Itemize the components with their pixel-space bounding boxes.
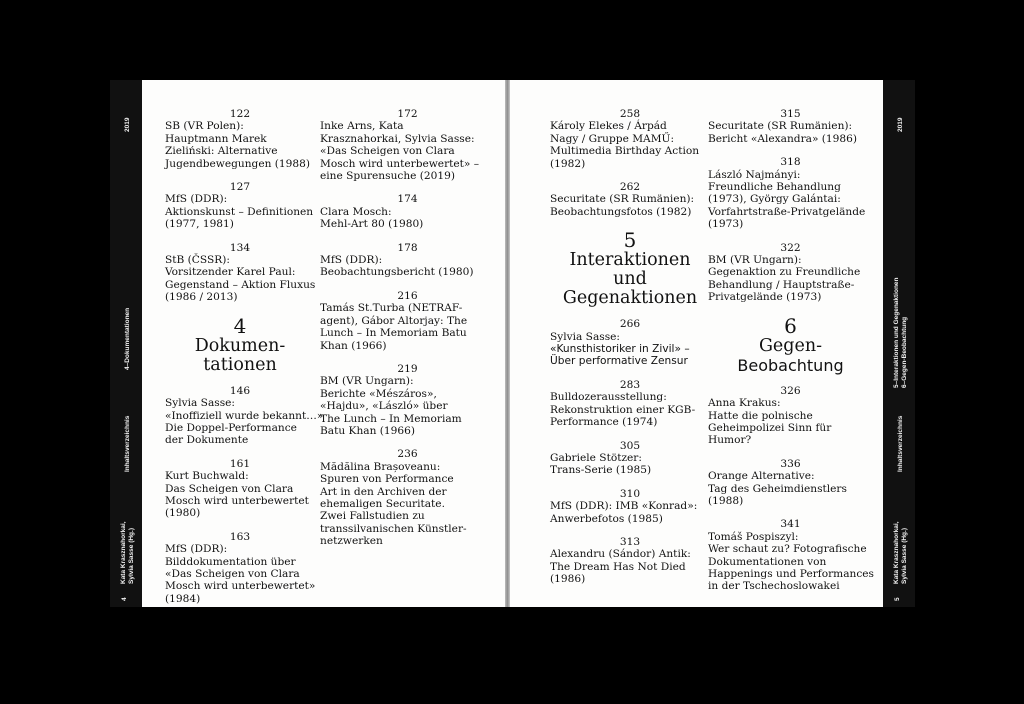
toc-entry (320, 448, 495, 547)
section-title-line: Dokumen- (194, 335, 286, 356)
toc-entry-line: Krasznahorkai, Sylvia Sasse: (320, 132, 475, 145)
toc-entry-line: The Lunch – In Memoriam (320, 412, 462, 425)
toc-entry-line: László Najmányi: (708, 168, 801, 181)
toc-entry-line: MfS (DDR): (165, 193, 228, 206)
toc-entry-line: (1988) (708, 494, 744, 507)
toc-entry-line: Alexandru (Sándor) Antik: (550, 548, 691, 561)
toc-entry-line: Zieliński: Alternative (165, 145, 278, 158)
toc-page-number: 341 (780, 518, 801, 531)
toc-entry-line: Freundliche Behandlung (708, 181, 841, 194)
toc-entry-line: Spuren von Performance (320, 473, 454, 486)
toc-entry (708, 156, 873, 230)
toc-entry-line: Nagy / Gruppe MAMŰ: (550, 132, 675, 145)
toc-entry-line: Privatgelände (1973) (708, 291, 822, 304)
toc-page-number: 178 (397, 241, 418, 254)
toc-entry (708, 108, 873, 145)
toc-entry-line: Gegenaktion zu Freundliche (708, 266, 861, 279)
section-number: 5 (623, 228, 637, 253)
toc-entry-line: «Hajdu», «László» über (320, 400, 448, 413)
toc-page-number: 134 (229, 241, 251, 254)
toc-page-number: 161 (229, 457, 251, 470)
toc-entry-line: (1977, 1981) (165, 218, 234, 231)
toc-entry-line: Batu Khan (1966) (320, 424, 416, 437)
section-heading-4 (165, 315, 315, 375)
toc-entry (550, 108, 710, 170)
section-heading-6 (708, 315, 873, 375)
toc-entry-line: Dokumentationen von (708, 555, 827, 568)
toc-entry (708, 242, 873, 304)
right-editors-line-2: Sylvia Sasse (Hg.) (901, 528, 908, 584)
left-year: 2019 (124, 117, 131, 132)
toc-entry-line: (1986 / 2013) (165, 291, 238, 304)
toc-entry-line: agent), Gábor Altorjay: The (320, 314, 468, 327)
right-editors-line-1: Kata Krasznahorkai, (893, 521, 900, 584)
toc-page-number: 315 (780, 108, 801, 120)
toc-entry (320, 290, 495, 352)
toc-entry (165, 458, 315, 520)
toc-page-number: 172 (397, 108, 418, 120)
toc-entry-line: Inke Arns, Kata (320, 120, 404, 133)
toc-entry-line: (1973) (708, 218, 744, 231)
toc-entry-line: Rekonstruktion einer KGB- (550, 403, 696, 416)
book-spread (110, 80, 915, 607)
toc-entry-line: MfS (DDR): (320, 254, 383, 267)
toc-column-4 (708, 108, 873, 604)
toc-column-2 (320, 108, 495, 559)
toc-entry-line: Mehl-Art 80 (1980) (320, 218, 424, 231)
toc-page-number: 326 (780, 384, 801, 397)
right-chapter-label-2: 6–Gegen-Beobachtung (901, 316, 908, 388)
toc-entry-line: Beobachtungsbericht (1980) (320, 266, 474, 279)
toc-entry-line: «Inoffiziell wurde bekannt…» (165, 409, 324, 422)
toc-page-number: 266 (619, 318, 641, 331)
toc-page-number: 236 (397, 448, 418, 461)
toc-entry-line: Bulldozerausstellung: (550, 391, 667, 404)
toc-entry-line: Tag des Geheimdienstlers (708, 482, 847, 495)
toc-entry-line: Performance (1974) (550, 416, 658, 429)
toc-page-number: 163 (229, 530, 251, 543)
left-editors-line-2: Sylvia Sasse (Hg.) (128, 528, 135, 584)
toc-page-number: 336 (780, 457, 801, 470)
toc-entry-line: Kurt Buchwald: (165, 470, 249, 483)
toc-entry-line: Anwerbefotos (1985) (550, 512, 663, 525)
toc-entry-line: Zwei Fallstudien zu (320, 510, 425, 523)
toc-entry-line: Trans-Serie (1985) (550, 464, 652, 477)
toc-entry-line: BM (VR Ungarn): (708, 254, 802, 267)
left-editors-line-1: Kata Krasznahorkai, (120, 521, 127, 584)
toc-entry-line: Berichte «Mészáros», (320, 387, 437, 400)
toc-entry-line: in der Tschechoslowakei (708, 580, 840, 593)
toc-entry-line: Orange Alternative: (708, 470, 815, 483)
toc-entry-line: MfS (DDR): (165, 543, 228, 556)
toc-page-number: 174 (397, 193, 418, 206)
toc-entry-line: Das Scheigen von Clara (165, 482, 294, 495)
toc-entry-line: Die Doppel-Performance (165, 421, 297, 434)
toc-entry-line: «Das Scheigen von Clara (320, 145, 455, 158)
toc-page-number: 216 (397, 289, 418, 302)
right-page (510, 80, 883, 607)
toc-entry-line: Securitate (SR Rumänien): (708, 120, 853, 133)
toc-page-number: 305 (619, 439, 641, 452)
toc-entry (550, 536, 710, 586)
toc-entry-line: Clara Mosch: (320, 205, 392, 218)
toc-entry-line: Mosch wird unterbewertet» (165, 580, 316, 593)
toc-entry-line: Securitate (SR Rumänien): (550, 193, 695, 206)
toc-entry-line: (1984) (165, 592, 201, 605)
toc-entry (708, 458, 873, 508)
toc-entry-line: BM (VR Ungarn): (320, 375, 414, 388)
toc-entry-line: Mosch wird unterbewertet (165, 494, 309, 507)
toc-entry-line: Geheimpolizei Sinn für (708, 421, 832, 434)
toc-entry-line: ehemaligen Securitate. (320, 497, 445, 510)
toc-entry-line: Hatte die polnische (708, 409, 813, 422)
toc-entry-line: Sylvia Sasse: (550, 330, 620, 343)
toc-entry-line: Tamás St.Turba (NETRAF- (320, 302, 463, 315)
toc-page-number: 262 (619, 181, 641, 194)
toc-entry-line: netzwerken (320, 535, 383, 548)
toc-entry-line: Wer schaut zu? Fotografische (708, 543, 867, 556)
toc-page-number: 127 (229, 181, 251, 194)
toc-entry-line: Hauptmann Marek (165, 132, 267, 145)
right-year: 2019 (897, 117, 904, 132)
toc-entry-line: Multimedia Birthday Action (550, 145, 700, 158)
toc-entry-line: Khan (1966) (320, 339, 387, 352)
left-chapter-label: 4–Dokumentationen (124, 307, 131, 370)
toc-entry-line: Humor? (708, 434, 752, 447)
toc-entry-line: Gegenstand – Aktion Fluxus (165, 278, 316, 291)
toc-entry (320, 193, 495, 230)
toc-entry-line: (1982) (550, 157, 586, 170)
toc-entry (165, 242, 315, 304)
toc-entry-line: Jugendbewegungen (1988) (165, 157, 311, 170)
section-title-line: und (613, 269, 647, 290)
right-section-label: Inhaltsverzeichnis (897, 415, 904, 472)
toc-entry-line: Mădălina Brașoveanu: (320, 460, 441, 473)
toc-entry-line: Behandlung / Hauptstraße- (708, 278, 855, 291)
toc-page-number: 322 (780, 241, 801, 254)
section-number: 6 (784, 313, 797, 338)
section-title-line: Gegen- (758, 335, 823, 356)
toc-entry-line: Aktionskunst – Definitionen (165, 205, 314, 218)
toc-page-number: 310 (619, 487, 641, 500)
toc-entry (165, 384, 324, 447)
toc-entry-line: The Dream Has Not Died (550, 560, 686, 573)
left-page-edge-strip (110, 80, 142, 607)
toc-entry-line: Bericht «Alexandra» (1986) (708, 132, 858, 145)
toc-page-number: 146 (229, 384, 251, 397)
section-heading-5 (550, 229, 710, 308)
toc-page-number: 318 (780, 156, 801, 169)
toc-entry-line: Sylvia Sasse: (165, 397, 235, 410)
toc-entry-line: SB (VR Polen): (165, 120, 244, 133)
section-title-line: Interaktionen (569, 250, 691, 271)
toc-entry-line: (1973), György Galántai: (708, 193, 841, 206)
toc-entry-line: (1980) (165, 507, 201, 520)
toc-entry (550, 181, 710, 218)
toc-entry-line: MfS (DDR): IMB «Konrad»: (550, 500, 698, 513)
toc-entry (320, 108, 495, 182)
toc-entry-line: eine Spurensuche (2019) (320, 170, 456, 183)
toc-column-1 (165, 108, 324, 616)
toc-entry (165, 181, 315, 231)
toc-entry-line: Lunch – In Memoriam Batu (320, 327, 467, 340)
toc-entry-line: Beobachtungsfotos (1982) (550, 205, 692, 218)
toc-page-number: 122 (229, 108, 251, 120)
right-page-number: 5 (894, 597, 901, 601)
toc-entry (708, 385, 873, 447)
toc-entry-line: Bilddokumentation über (165, 555, 296, 568)
toc-page-number: 258 (619, 108, 641, 120)
toc-entry-line: StB (ČSSR): (165, 254, 230, 267)
toc-entry-line: Art in den Archiven der (320, 485, 447, 498)
toc-entry (550, 440, 710, 477)
toc-entry-line: Über performative Zensur (550, 355, 688, 368)
right-page-edge-strip (883, 80, 915, 607)
toc-entry-line: «Das Scheigen von Clara (165, 567, 300, 580)
toc-page-number: 313 (619, 535, 641, 548)
toc-entry-line: Happenings und Performances (708, 567, 874, 580)
toc-entry (550, 488, 710, 525)
toc-entry-line: Vorfahrtstraße-Privatgelände (708, 205, 866, 218)
toc-column-3 (550, 108, 710, 597)
toc-page-number: 283 (619, 378, 641, 391)
toc-entry-line: «Kunsthistoriker in Zivil» – (550, 343, 690, 356)
toc-entry-line: Mosch wird unterbewertet» – (320, 157, 480, 170)
toc-entry-line: Anna Krakus: (708, 397, 781, 410)
toc-entry (550, 379, 710, 429)
toc-entry (320, 363, 495, 437)
section-title-line: Beobachtung (737, 355, 844, 375)
toc-entry-line: Károly Elekes / Árpád (550, 120, 667, 133)
toc-entry (320, 242, 495, 279)
toc-entry-line: der Dokumente (165, 434, 249, 447)
right-chapter-label-1: 5–Interaktionen und Gegenaktionen (893, 277, 900, 388)
left-page (142, 80, 505, 607)
toc-entry (550, 318, 710, 368)
toc-entry-line: Vorsitzender Karel Paul: (165, 266, 296, 279)
toc-entry (165, 108, 315, 170)
toc-entry (165, 531, 315, 605)
toc-entry-line: Tomáš Pospiszyl: (708, 530, 799, 543)
left-section-label: Inhaltsverzeichnis (124, 415, 131, 472)
section-title-line: Gegenaktionen (562, 288, 698, 309)
toc-entry-line: Gabriele Stötzer: (550, 451, 642, 464)
left-page-number: 4 (121, 597, 128, 601)
section-number: 4 (233, 313, 247, 338)
toc-entry (708, 518, 873, 592)
toc-entry-line: (1986) (550, 573, 586, 586)
section-title-line: tationen (203, 354, 277, 375)
toc-entry-line: transsilvanischen Künstler- (320, 522, 467, 535)
toc-page-number: 219 (397, 362, 418, 375)
